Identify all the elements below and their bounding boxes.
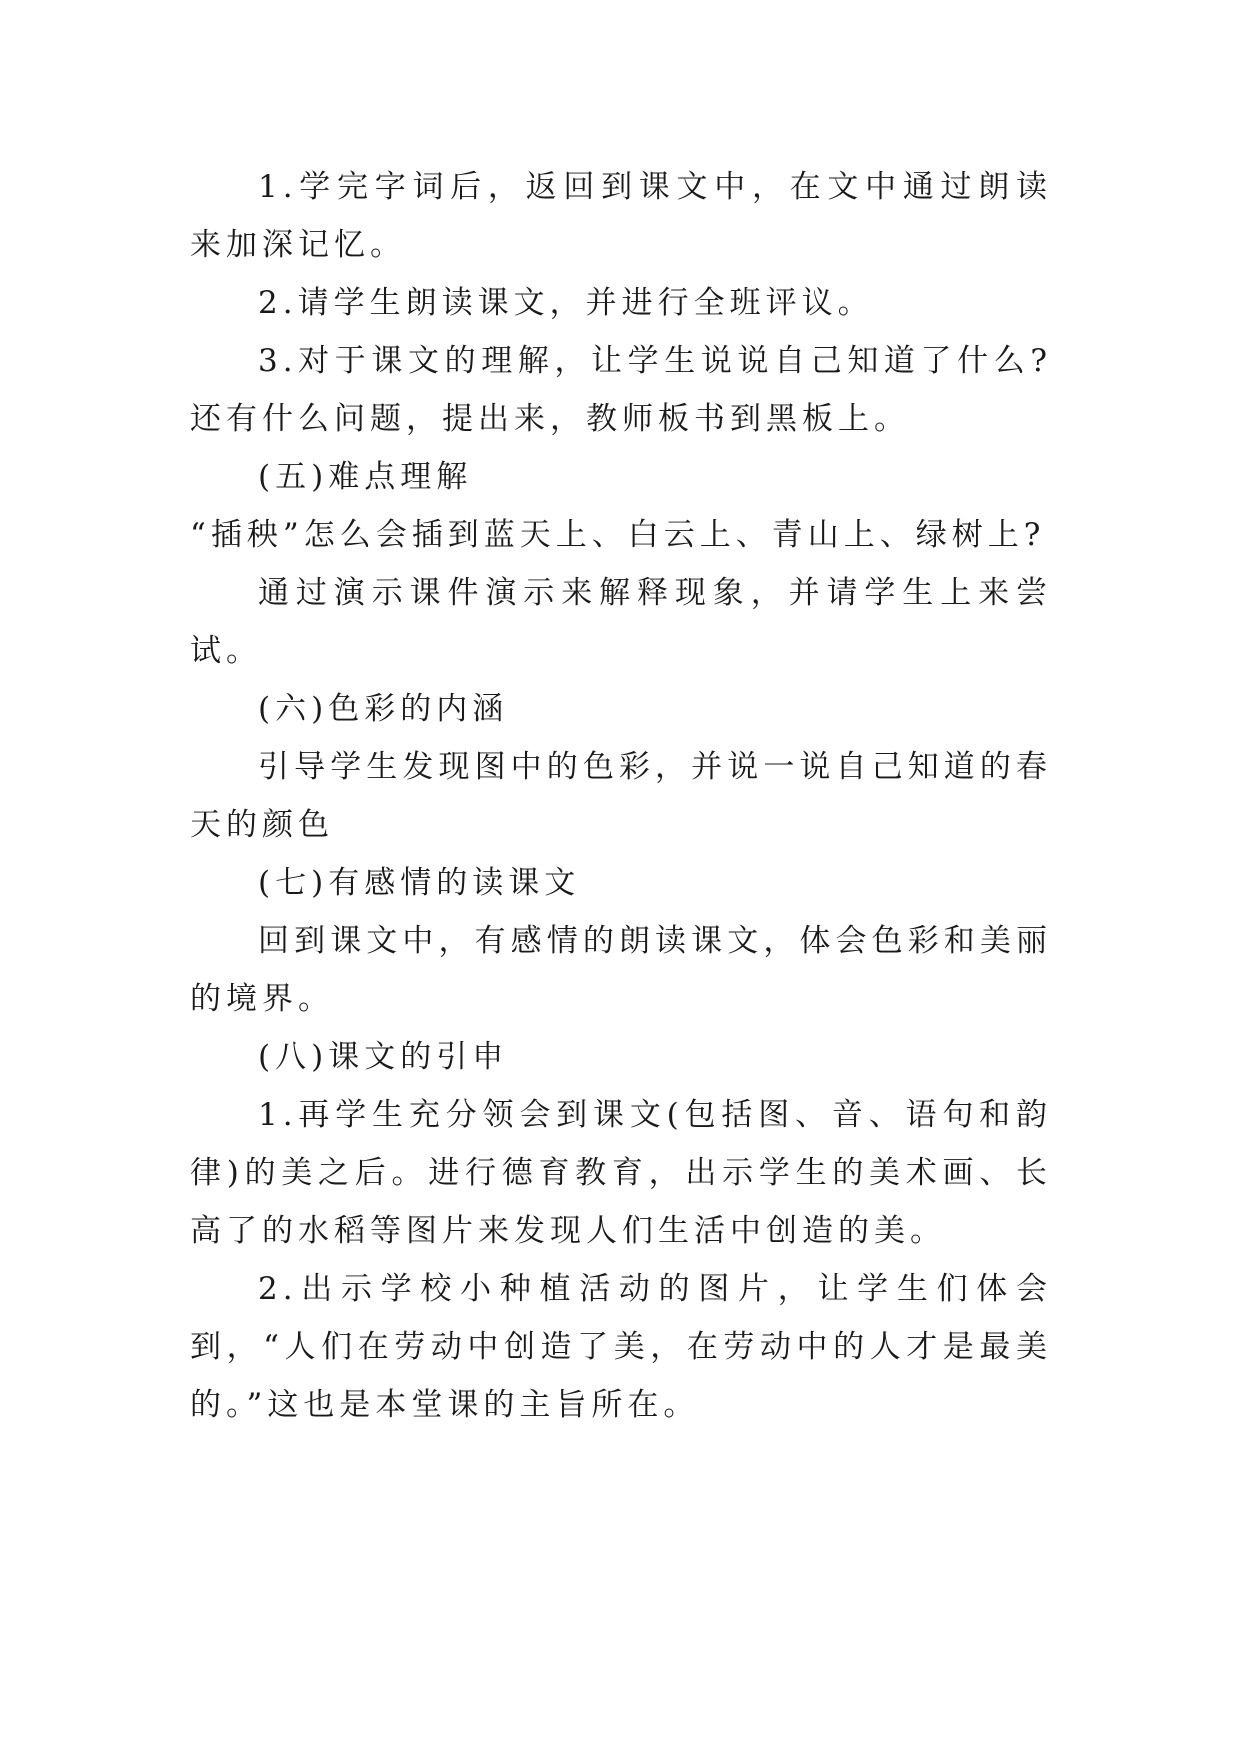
paragraph-question: “插秧”怎么会插到蓝天上、白云上、青山上、绿树上? bbox=[190, 517, 1046, 553]
paragraph-reading: 回到课文中，有感情的朗读课文，体会色彩和美丽的境界。 bbox=[190, 923, 1052, 1017]
section-heading-6: (六)色彩的内涵 bbox=[258, 691, 509, 727]
section-heading-7: (七)有感情的读课文 bbox=[258, 865, 581, 901]
paragraph-step-3: 3.对于课文的理解，让学生说说自己知道了什么?还有什么问题，提出来，教师板书到黑板上。 bbox=[190, 343, 1052, 437]
paragraph-step-2: 2.请学生朗读课文，并进行全班评议。 bbox=[258, 285, 874, 321]
paragraph-step-1: 1.学完字词后，返回到课文中，在文中通过朗读来加深记忆。 bbox=[190, 169, 1052, 263]
paragraph-colors: 引导学生发现图中的色彩，并说一说自己知道的春天的颜色 bbox=[190, 749, 1052, 843]
section-heading-5: (五)难点理解 bbox=[258, 459, 473, 495]
paragraph-demo: 通过演示课件演示来解释现象，并请学生上来尝试。 bbox=[190, 575, 1052, 669]
document-body bbox=[190, 158, 1052, 1434]
section-heading-8: (八)课文的引申 bbox=[258, 1039, 509, 1075]
paragraph-extension-1: 1.再学生充分领会到课文(包括图、音、语句和韵律)的美之后。进行德育教育，出示学生的美术画、长高了的水稻等图片来发现人们生活中创造的美。 bbox=[190, 1097, 1052, 1249]
paragraph-extension-2: 2.出示学校小种植活动的图片，让学生们体会到，“人们在劳动中创造了美，在劳动中的人才是最美的。”这也是本堂课的主旨所在。 bbox=[190, 1271, 1052, 1423]
